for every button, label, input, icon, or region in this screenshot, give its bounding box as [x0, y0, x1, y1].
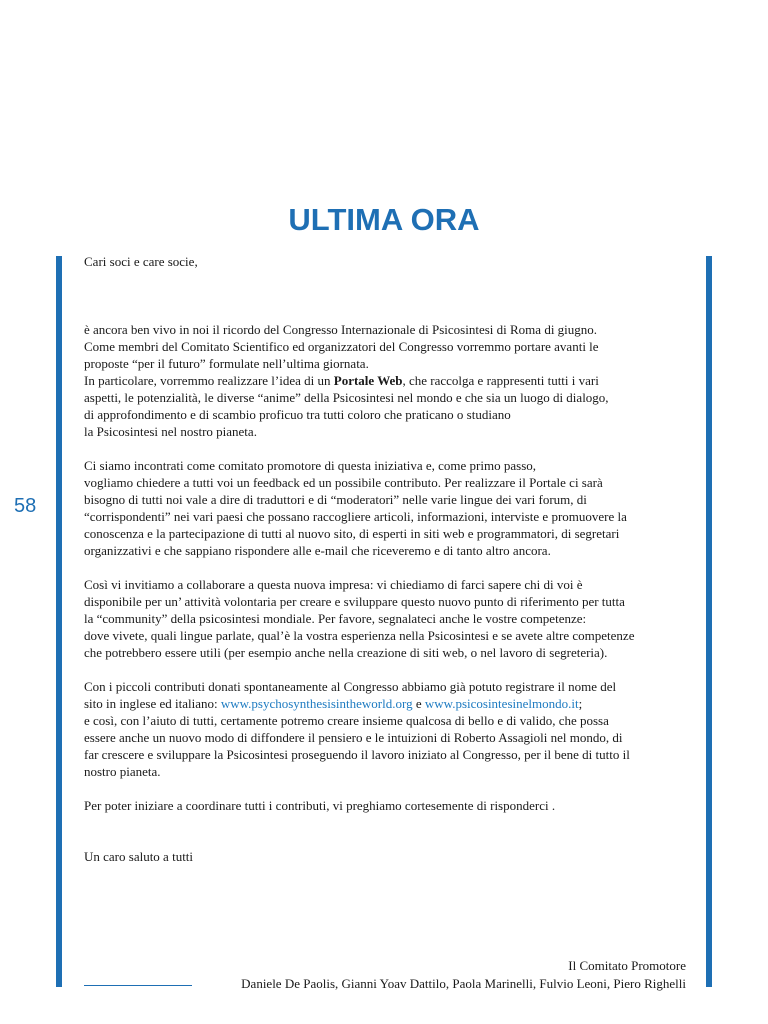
- text-line: Così vi invitiamo a collaborare a questa nuova impresa: vi chiediamo di farci sapere chi di voi è: [84, 577, 583, 592]
- right-accent-bar: [706, 256, 712, 987]
- text-segment: In particolare, vorremmo realizzare l’idea di un: [84, 373, 334, 388]
- text-segment: sito in inglese ed italiano:: [84, 696, 221, 711]
- text-line: vogliamo chiedere a tutti voi un feedback ed un possibile contributo. Per realizzare il Portale ci sarà: [84, 475, 603, 490]
- text-segment: , che raccolga e rappresenti tutti i vari: [402, 373, 599, 388]
- text-line: disponibile per un’ attività volontaria per creare e sviluppare questo nuovo punto di riferimento per tutta: [84, 594, 625, 609]
- text-line: [84, 695, 688, 712]
- text-line: essere anche un nuovo modo di diffondere il pensiero e le intuizioni di Roberto Assagioli nel mondo, di: [84, 730, 623, 745]
- text-line: Come membri del Comitato Scientifico ed organizzatori del Congresso vorremmo portare avanti le: [84, 339, 599, 354]
- text-line: Ci siamo incontrati come comitato promotore di questa iniziativa e, come primo passo,: [84, 458, 536, 473]
- text-segment: ;: [578, 696, 583, 711]
- text-line: è ancora ben vivo in noi il ricordo del Congresso Internazionale di Psicosintesi di Roma di giugno.: [84, 322, 598, 337]
- text-line: nostro pianeta.: [84, 764, 161, 779]
- signature-rule: [84, 985, 192, 986]
- paragraph-5: Per poter iniziare a coordinare tutti i contributi, vi preghiamo cortesemente di risponderci .: [84, 798, 556, 813]
- text-line: “corrispondenti” nei vari paesi che possano raccogliere articoli, informazioni, interviste e promuovere la: [84, 509, 627, 524]
- text-line: dove vivete, quali lingue parlate, qual’è la vostra esperienza nella Psicosintesi e se avete altre competenze: [84, 628, 635, 643]
- text-line: aspetti, le potenzialità, le diverse “anime” della Psicosintesi nel mondo e che sia un luogo di dialogo,: [84, 390, 609, 405]
- text-line: la Psicosintesi nel nostro pianeta.: [84, 424, 257, 439]
- text-line: la “community” della psicosintesi mondiale. Per favore, segnalateci anche le vostre competenze:: [84, 611, 587, 626]
- page-title: ULTIMA ORA: [288, 202, 480, 237]
- signature-block: [241, 957, 686, 993]
- text-line: organizzativi e che sappiano rispondere alle e-mail che riceveremo e di tanto altro ancora.: [84, 543, 551, 558]
- greeting: Cari soci e care socie,: [84, 254, 198, 269]
- text-segment: e: [412, 696, 425, 711]
- letter-body: [84, 253, 688, 865]
- paragraph-4: [84, 678, 688, 780]
- text-line: conoscenza e la partecipazione di tutti al nuovo sito, di esperti in siti web e programmatori, di segretari: [84, 526, 620, 541]
- text-line: di approfondimento e di scambio proficuo tra tutti coloro che praticano o studiano: [84, 407, 511, 422]
- committee-name: Il Comitato Promotore: [568, 958, 686, 973]
- text-line: proposte “per il futuro” formulate nell’ultima giornata.: [84, 356, 369, 371]
- committee-members: Daniele De Paolis, Gianni Yoav Dattilo, Paola Marinelli, Fulvio Leoni, Piero Righelli: [241, 976, 686, 991]
- portale-web-emphasis: Portale Web: [333, 373, 403, 388]
- link-psychosynthesisintheworld[interactable]: www.psychosynthesisintheworld.org: [220, 696, 413, 711]
- paragraph-2: [84, 457, 688, 559]
- paragraph-1: [84, 321, 688, 440]
- text-line: e così, con l’aiuto di tutti, certamente potremo creare insieme qualcosa di bello e di valido, che possa: [84, 713, 609, 728]
- left-accent-bar: [56, 256, 62, 987]
- text-line: bisogno di tutti noi vale a dire di traduttori e di “moderatori” nelle varie lingue dei vari forum, di: [84, 492, 587, 507]
- text-line: Con i piccoli contributi donati spontaneamente al Congresso abbiamo già potuto registrare il nome del: [84, 679, 617, 694]
- link-psicosintesinelmondo[interactable]: www.psicosintesinelmondo.it: [424, 696, 579, 711]
- text-line: [84, 372, 688, 389]
- paragraph-3: [84, 576, 688, 661]
- text-line: far crescere e sviluppare la Psicosintesi proseguendo il lavoro iniziato al Congresso, per il bene di tutto il: [84, 747, 630, 762]
- text-line: che potrebbero essere utili (per esempio anche nella creazione di siti web, o nel lavoro di segreteria).: [84, 645, 608, 660]
- closing-salutation: Un caro saluto a tutti: [84, 849, 194, 864]
- page-number: 58: [14, 495, 37, 517]
